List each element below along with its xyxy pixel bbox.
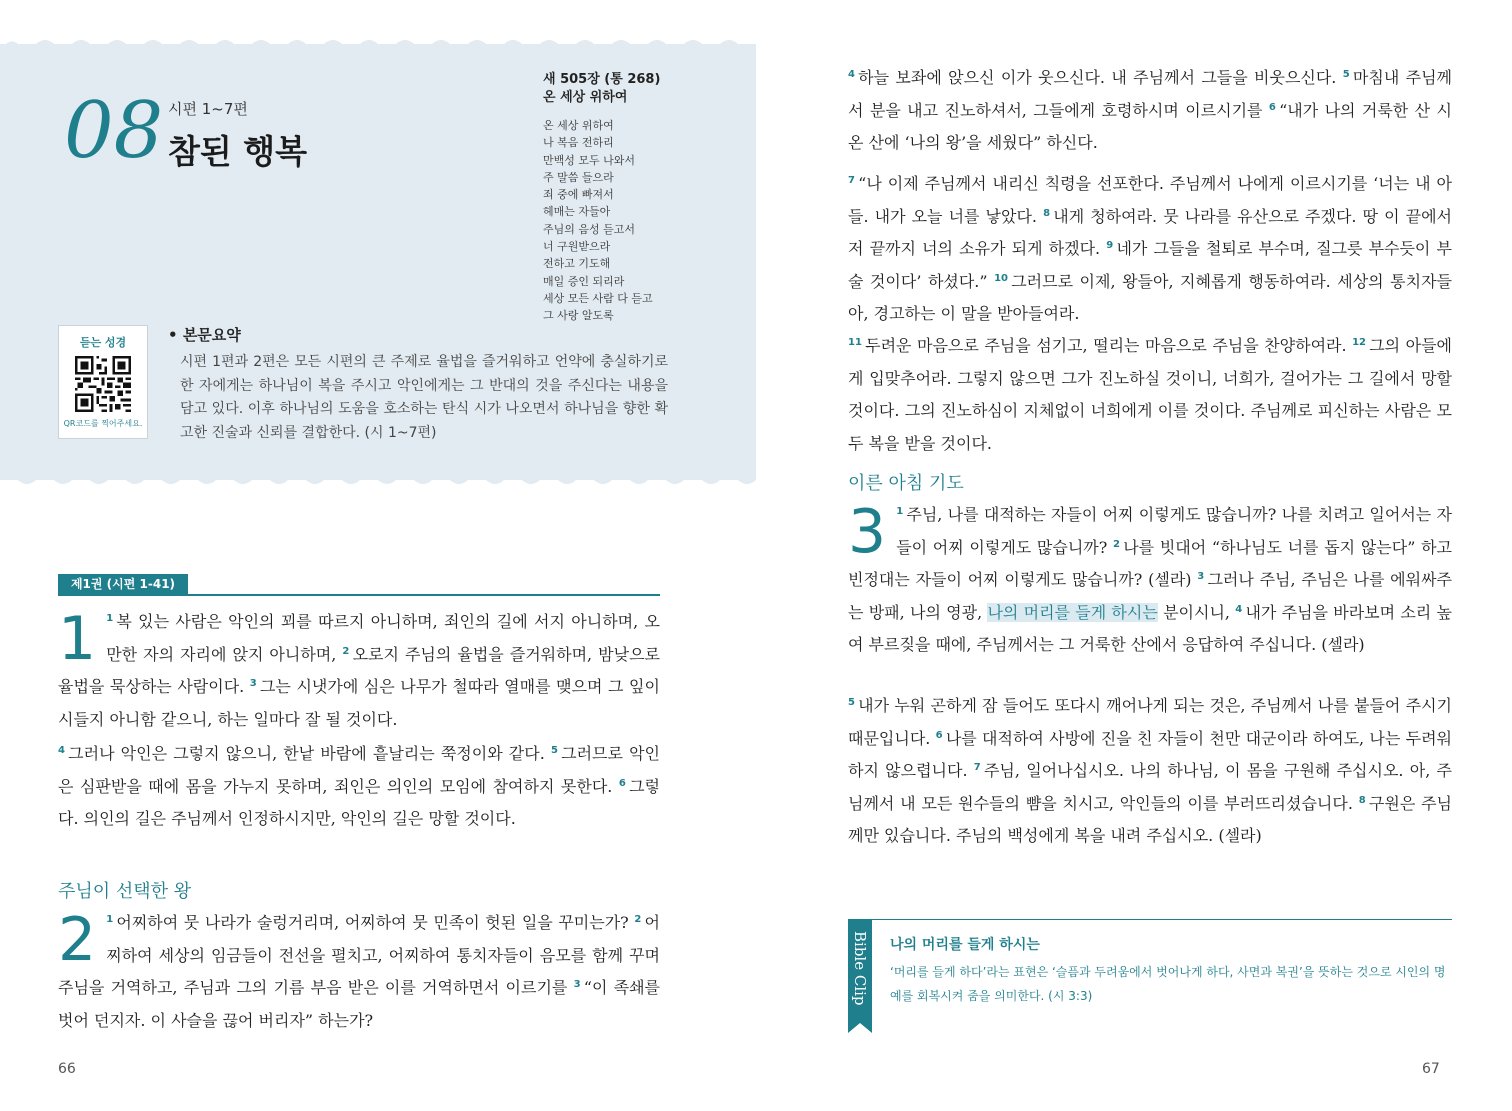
psalm-3-drop-number: 3	[848, 497, 887, 567]
chapter-reference: 시편 1~7편	[168, 100, 248, 118]
hymn-line: 전하고 기도해	[543, 257, 611, 271]
hymn-line: 온 세상 위하여	[543, 119, 614, 132]
verse-number: 11	[848, 337, 862, 348]
verse-text: 분이시니,	[1157, 602, 1236, 622]
psalm-2-part-4	[848, 330, 1452, 460]
verse-text: 그렇다. 의인의 길은 주님께서 인정하시지만, 악인의 길은 망할 것이다.	[58, 776, 660, 828]
verse-number: 2	[342, 645, 350, 657]
verse-text: “이 족쇄를 벗어 던지자. 이 사슬을 끊어 버리자” 하는가?	[58, 978, 660, 1030]
psalm-3-part-1	[848, 499, 1452, 662]
verse-text: 마침내 주님께서 분을 내고 진노하셔서, 그들에게 호령하시며 이르시기를	[848, 68, 1453, 120]
hymn-line: 세상 모든 사람 다 듣고	[543, 291, 653, 305]
verse-number: 6	[1268, 101, 1276, 113]
verse-text: 내가 주님을 바라보며 소리 높여 부르짖을 때에, 주님께서는 그 거룩한 산에서 응답하여 주십니다. (셀라)	[848, 602, 1452, 654]
verse-number: 3	[249, 678, 257, 689]
verse-text: 나를 빗대어 “하나님도 너를 돕지 않는다” 하고 빈정대는 자들이 어찌 이렇게도 많습니까? (셀라)	[848, 537, 1452, 589]
verse-number: 7	[848, 175, 855, 186]
verse-number: 6	[935, 729, 943, 741]
hymn-line: 매일 증인 되리라	[543, 274, 625, 288]
verse-text: 어찌하여 뭇 나라가 술렁거리며, 어찌하여 뭇 민족이 헛된 일을 꾸미는가?	[116, 913, 635, 932]
verse-number: 3	[573, 979, 581, 990]
psalm-1-part-1	[58, 606, 660, 736]
verse-number: 4	[1235, 603, 1243, 615]
page-number-left: 66	[58, 1061, 76, 1077]
hymn-title: 온 세상 위하여	[543, 90, 628, 105]
qr-caption: QR코드를 찍어주세요.	[63, 419, 143, 428]
hymn-line: 주님의 음성 듣고서	[543, 222, 636, 236]
hymn-line: 너 구원받으라	[543, 240, 611, 254]
book-rule	[58, 594, 660, 596]
verse-number: 6	[618, 777, 626, 789]
panel-top-scallop	[0, 36, 756, 52]
psalm-3-part-2	[848, 690, 1452, 853]
hymn-lyrics	[543, 117, 743, 325]
bible-clip-title: 나의 머리를 들게 하시는	[890, 937, 1040, 953]
psalm-2-part-3	[848, 168, 1452, 331]
verse-text: 복 있는 사람은 악인의 꾀를 따르지 아니하며, 죄인의 길에 서지 아니하며, 오만한 자의 자리에 앉지 아니하며,	[106, 612, 660, 664]
verse-text: 그의 아들에게 입맞추어라. 그렇지 않으면 그가 진노하실 것이니, 너희가, 걸어가는 그 길에서 망할 것이다. 그의 진노하심이 지체없이 너희에게 이를 것이다. 주님께로 피신하는 사람은 모두 복을 받을 것이다.	[848, 336, 1452, 453]
verse-text: 주님, 일어나십시오. 나의 하나님, 이 몸을 구원해 주십시오. 아, 주님께서 내 모든 원수들의 뺨을 치시고, 악인들의 이를 부러뜨리셨습니다.	[848, 761, 1453, 813]
verse-text: 그러므로 악인은 심판받을 때에 몸을 가누지 못하며, 죄인은 의인의 모임에 참여하지 못한다.	[58, 744, 660, 796]
audio-bible-qr-card[interactable]	[58, 325, 148, 439]
book-label: 제1권 (시편 1-41)	[58, 574, 188, 594]
summary-block	[168, 325, 668, 445]
psalm-3-heading: 이른 아침 기도	[848, 473, 964, 494]
verse-number: 8	[1043, 207, 1051, 219]
verse-text: 네가 그들을 철퇴로 부수며, 질그릇 부수듯이 부술 것이다’ 하셨다.”	[848, 239, 1452, 291]
verse-text: 내게 청하여라. 뭇 나라를 유산으로 주겠다. 땅 이 끝에서 저 끝까지 너의 소유가 되게 하겠다.	[848, 206, 1452, 258]
verse-number: 3	[1197, 571, 1205, 582]
chapter-number: 08	[64, 86, 164, 176]
verse-text: 주님, 나를 대적하는 자들이 어찌 이렇게도 많습니까? 나를 치려고 일어서는 자들이 어찌 이렇게도 많습니까?	[896, 505, 1452, 557]
psalm-1-part-2	[58, 738, 660, 836]
verse-number: 2	[1113, 538, 1121, 550]
bible-clip-rule	[848, 919, 1452, 920]
verse-text: “나 이제 주님께서 내리신 칙령을 선포한다. 주님께서 나에게 이르시기를 ‘너는 내 아들. 내가 오늘 너를 낳았다.	[848, 174, 1452, 226]
chapter-title: 참된 행복	[168, 132, 308, 171]
hymn-line: 주 말씀 들으라	[543, 170, 614, 184]
summary-text: 시편 1편과 2편은 모든 시편의 큰 주제로 율법을 즐거워하고 언약에 충실하기로 한 자에게는 하나님이 복을 주시고 악인에게는 그 반대의 것을 주신다는 내용을 담고 있다. 이후 하나님의 도움을 호소하는 탄식 시가 나오면서 하나님을 향한 확고한 진술과 신뢰를 결합한다. (시 1~7편)	[180, 354, 668, 441]
verse-number: 7	[973, 762, 981, 773]
verse-number: 9	[1106, 240, 1114, 251]
verse-number: 12	[1352, 337, 1366, 348]
verse-text: 오로지 주님의 율법을 즐거워하며, 밤낮으로 율법을 묵상하는 사람이다.	[58, 644, 660, 696]
hymn-line: 그 사랑 알도록	[543, 309, 614, 323]
bible-clip-label: Bible Clip	[851, 931, 869, 1006]
verse-text: “내가 나의 거룩한 산 시온 산에 ‘나의 왕’을 세웠다” 하신다.	[848, 100, 1452, 152]
psalm-2-heading: 주님이 선택한 왕	[58, 881, 192, 902]
highlighted-phrase: 나의 머리를 들게 하시는	[987, 602, 1158, 622]
hymn-line: 만백성 모두 나와서	[543, 153, 636, 167]
verse-text: 그러므로 이제, 왕들아, 지혜롭게 행동하여라. 세상의 통치자들아, 경고하는 이 말을 받아들여라.	[848, 271, 1452, 323]
verse-text: 그러나 주님, 주님은 나를 에워싸주는 방패, 나의 영광,	[848, 570, 1452, 622]
psalm-2-part-2	[848, 62, 1452, 160]
hymn-line: 나 복음 전하리	[543, 136, 614, 150]
verse-number: 8	[1358, 794, 1366, 806]
verse-text: 내가 누워 곤하게 잠 들어도 또다시 깨어나게 되는 것은, 주님께서 나를 붙들어 주시기 때문입니다.	[848, 696, 1452, 748]
verse-text: 어찌하여 세상의 임금들이 전선을 펼치고, 어찌하여 통치자들이 음모를 함께 꾸며 주님을 거역하고, 주님과 그의 기름 부음 받은 이를 거역하면서 이르기를	[58, 913, 660, 997]
hymn-line: 죄 중에 빠져서	[543, 188, 614, 202]
panel-bottom-scallop	[0, 472, 756, 488]
verse-number: 10	[994, 272, 1009, 284]
verse-text: 그는 시냇가에 심은 나무가 철따라 열매를 맺으며 그 잎이 시들지 아니함 같으니, 하는 일마다 잘 될 것이다.	[58, 677, 660, 729]
verse-text: 구원은 주님께만 있습니다. 주님의 백성에게 복을 내려 주십시오. (셀라)	[848, 793, 1453, 845]
verse-number: 4	[848, 69, 855, 80]
verse-text: 하늘 보좌에 앉으신 이가 웃으신다. 내 주님께서 그들을 비웃으신다.	[858, 68, 1343, 87]
qr-code-icon	[75, 356, 131, 412]
verse-text: 그러나 악인은 그렇지 않으니, 한낱 바람에 흩날리는 쭉정이와 같다.	[68, 744, 551, 763]
hymn-block	[543, 71, 743, 325]
verse-number: 2	[634, 914, 642, 925]
verse-number: 1	[896, 506, 904, 517]
verse-text: 나를 대적하여 사방에 진을 친 자들이 천만 대군이라 하여도, 나는 두려워하지 않으렵니다.	[848, 728, 1453, 780]
bible-clip-text: ‘머리를 들게 하다’라는 표현은 ‘슬픔과 두려움에서 벗어나게 하다, 사면과 복권’을 뜻하는 것으로 시인의 명예를 회복시켜 줌을 의미한다. (시 3:3)	[890, 965, 1446, 1003]
verse-number: 1	[106, 914, 114, 925]
verse-number: 5	[550, 745, 558, 756]
psalm-2-drop-number: 2	[58, 905, 97, 975]
summary-heading: • 본문요약	[168, 326, 241, 344]
verse-text: 두려운 마음으로 주님을 섬기고, 떨리는 마음으로 주님을 찬양하여라.	[865, 336, 1353, 355]
verse-number: 1	[106, 613, 114, 624]
page-number-right: 67	[1422, 1061, 1440, 1077]
psalm-2-part-1	[58, 907, 660, 1037]
psalm-1-drop-number: 1	[58, 604, 97, 674]
qr-title: 듣는 성경	[79, 336, 127, 349]
summary-heading-text: 본문요약	[182, 326, 241, 344]
verse-number: 4	[58, 745, 65, 756]
hymn-line: 헤매는 자들아	[543, 205, 611, 219]
verse-number: 5	[1342, 69, 1350, 80]
verse-number: 5	[848, 697, 855, 708]
hymn-number: 새 505장 (통 268)	[543, 72, 661, 87]
